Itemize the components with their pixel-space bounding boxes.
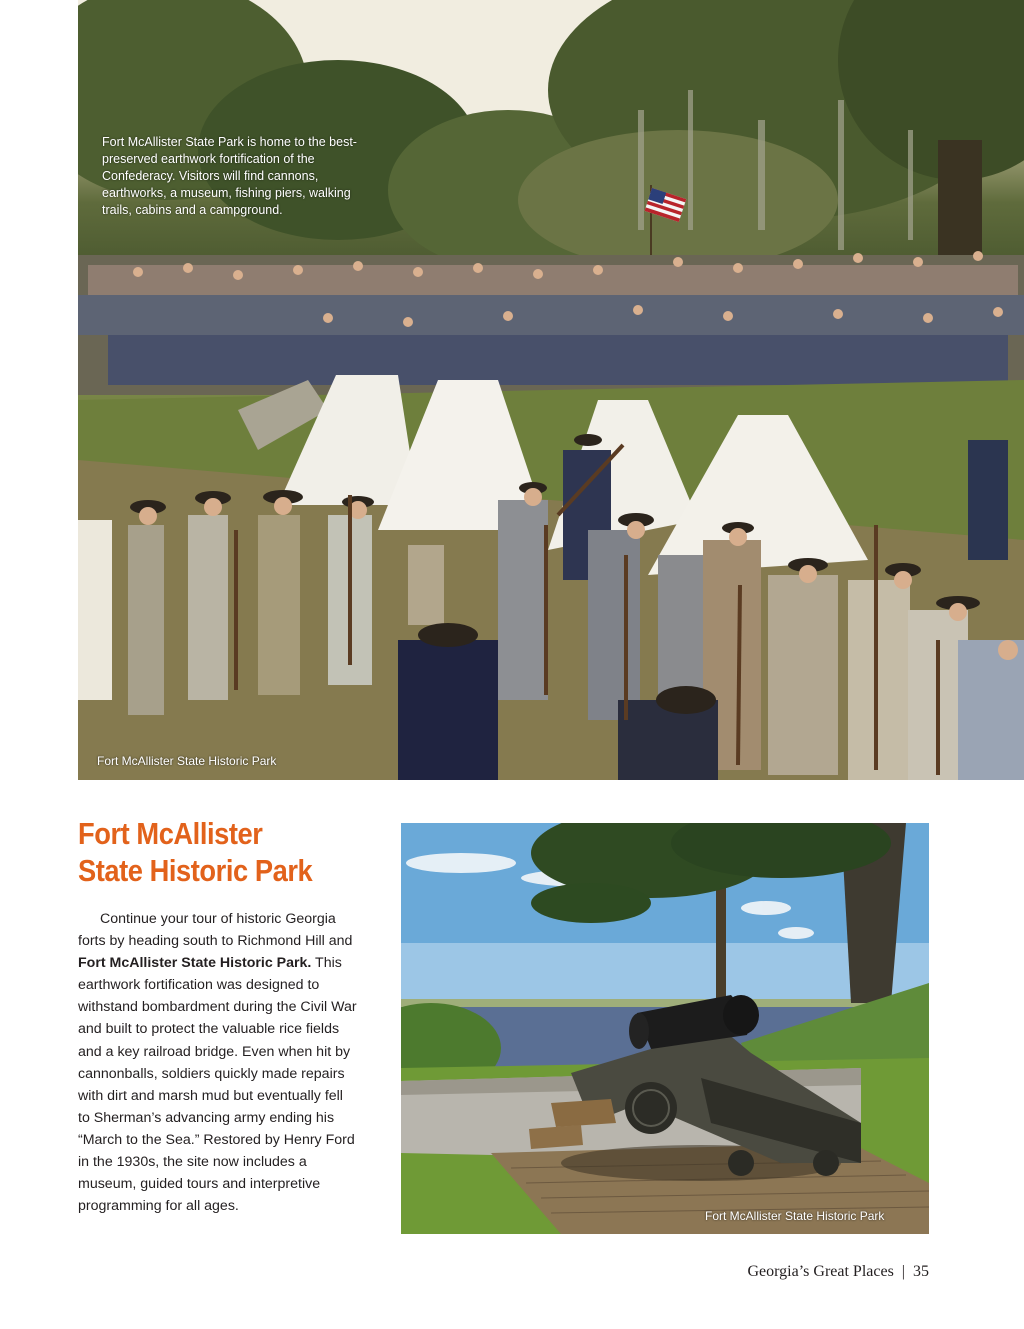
footer-separator: | bbox=[901, 1263, 905, 1280]
article-title-line-1: Fort McAllister bbox=[78, 816, 263, 851]
article-body-rest: This earthwork fortification was designed to withstand bombardment during the Civil War and built to protect the valuable rice fields and a key railroad bridge. Even when hit by cannonballs, soldiers quickly made repairs with dirt and marsh mud but eventually fell to Sherman’s advancing army ending his “March to the Sea.” Restored by Henry Ford in the 1930s, the site now includes a museum, guided tours and interpretive programming for all ages. bbox=[78, 955, 357, 1215]
article-body bbox=[78, 908, 358, 1217]
publication-name: Georgia’s Great Places bbox=[747, 1263, 894, 1280]
article-body-intro: Continue your tour of historic Georgia forts by heading south to Richmond Hill and bbox=[78, 911, 353, 950]
park-name-emphasis: Fort McAllister State Historic Park. bbox=[78, 955, 312, 972]
photo-credit: Fort McAllister State Historic Park bbox=[97, 754, 277, 768]
page-footer bbox=[747, 1263, 929, 1281]
reenactment-photo-illustration bbox=[78, 0, 1024, 780]
page-number: 35 bbox=[913, 1263, 929, 1280]
article-title-line-2: State Historic Park bbox=[78, 853, 313, 888]
photo-caption: Fort McAllister State Park is home to the best-preserved earthwork fortification of the Confederacy. Visitors will find cannons, earthworks, a museum, fishing piers, walking trails, cabins and a campground. bbox=[102, 135, 357, 217]
photo-credit: Fort McAllister State Historic Park bbox=[705, 1209, 885, 1223]
article-title bbox=[78, 815, 342, 889]
reenactment-photo bbox=[78, 0, 1024, 780]
cannon-photo-illustration bbox=[401, 823, 929, 1234]
article-paragraph bbox=[78, 908, 358, 1217]
cannon-photo bbox=[401, 823, 929, 1234]
